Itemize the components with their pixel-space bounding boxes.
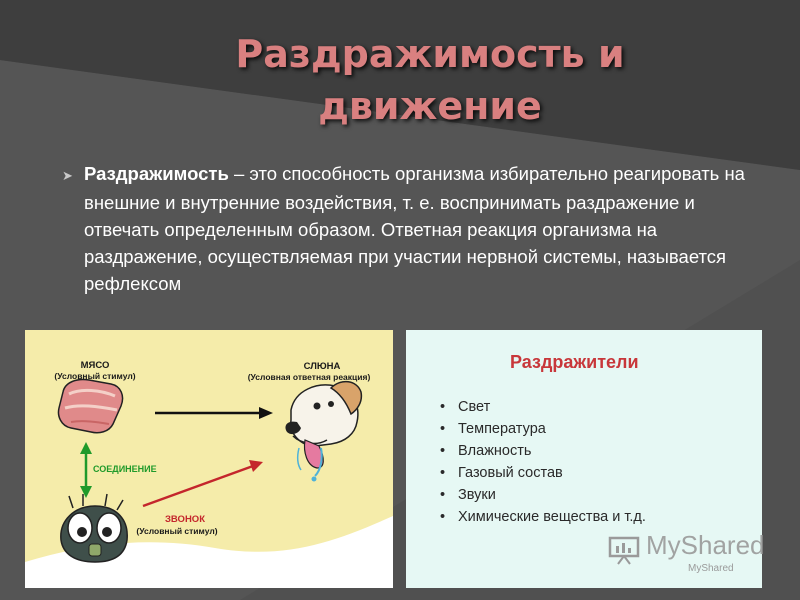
presentation-icon [608,536,642,566]
dog-icon [285,382,361,482]
meat-label: МЯСО [80,360,110,371]
list-item: • Температура [440,418,646,440]
definition-term: Раздражимость [84,163,229,184]
list-item: • Влажность [440,440,646,462]
definition-text: – это способность организма избирательно реагировать на внешние и внутренние воздействия, т. е. воспринимать раздражение и отвечать определенным образом. Ответная реакция организма на раздражение, осуществляемая при участии нервной системы, называется рефлексом [84,163,745,294]
meat-icon [59,380,123,433]
title-line-2: движение [318,84,542,128]
stimuli-list [440,396,646,528]
list-item: • Свет [440,396,646,418]
bell-label: ЗВОНОК [164,514,205,525]
stimuli-title: Раздражители [510,352,639,372]
list-item: • Звуки [440,484,646,506]
list-item: • Газовый состав [440,462,646,484]
slide-title [120,28,740,132]
saliva-label: СЛЮНА [303,361,341,372]
title-line-1: Раздражимость и [235,32,625,76]
list-item: • Химические вещества и т.д. [440,506,646,528]
arrow-bullet-icon: ➤ [62,168,73,183]
watermark-brand: MyShared [646,530,765,560]
reflex-diagram-panel [25,330,393,588]
saliva-sublabel: (Условная ответная реакция) [247,372,371,382]
meat-sublabel: (Условный стимул) [54,371,136,381]
bell-sublabel: (Условный стимул) [136,526,218,536]
definition-paragraph [62,160,774,297]
connection-label: СОЕДИНЕНИЕ [93,464,157,474]
watermark-small: MyShared [688,563,734,574]
